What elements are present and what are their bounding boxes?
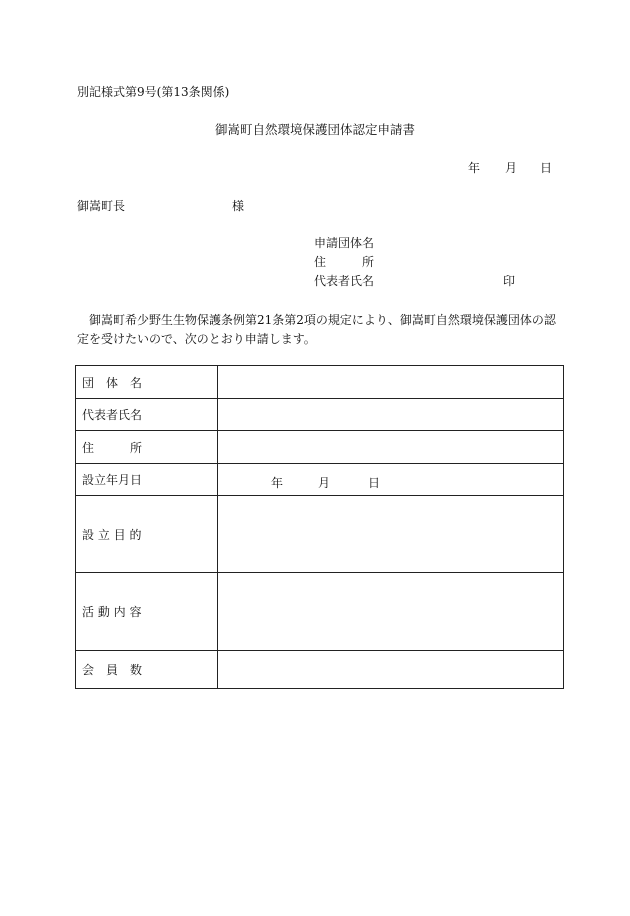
established-month-unit: 月 (318, 475, 331, 490)
table-row (76, 651, 564, 689)
field-activities[interactable] (218, 573, 564, 651)
field-address[interactable] (218, 431, 564, 464)
table-row (76, 366, 564, 399)
date-year-unit: 年 (468, 161, 481, 175)
table-row (76, 573, 564, 651)
honorific: 様 (232, 199, 245, 213)
label-address: 住 所 (76, 431, 218, 464)
applicant-org-name-label: 申請団体名 (314, 236, 375, 250)
table-row (76, 399, 564, 431)
label-org-name: 団 体 名 (76, 366, 218, 399)
field-org-name[interactable] (218, 366, 564, 399)
field-member-count[interactable] (218, 651, 564, 689)
label-purpose: 設 立 目 的 (76, 496, 218, 573)
field-established-date[interactable] (218, 464, 564, 496)
applicant-address-label: 住 所 (314, 255, 375, 269)
form-number-label: 別記様式第9号(第13条関係) (77, 85, 230, 99)
label-member-count: 会 員 数 (76, 651, 218, 689)
date-month-unit: 月 (505, 161, 518, 175)
seal-mark: 印 (503, 274, 516, 288)
label-established-date: 設立年月日 (76, 464, 218, 496)
table-row (76, 496, 564, 573)
document-title: 御嵩町自然環境保護団体認定申請書 (214, 122, 415, 137)
applicant-representative-label: 代表者氏名 (314, 274, 375, 288)
date-day-unit: 日 (540, 161, 553, 175)
field-representative[interactable] (218, 399, 564, 431)
label-activities: 活 動 内 容 (76, 573, 218, 651)
table-row (76, 431, 564, 464)
application-statement: 御嵩町希少野生生物保護条例第21条第2項の規定により、御嵩町自然環境保護団体の認定を受けたいので、次のとおり申請します。 (77, 313, 556, 346)
addressee: 御嵩町長 (77, 199, 126, 213)
label-representative: 代表者氏名 (76, 399, 218, 431)
established-year-unit: 年 (271, 475, 284, 490)
field-purpose[interactable] (218, 496, 564, 573)
application-details-table (75, 365, 564, 689)
table-row (76, 464, 564, 496)
established-day-unit: 日 (368, 475, 381, 490)
